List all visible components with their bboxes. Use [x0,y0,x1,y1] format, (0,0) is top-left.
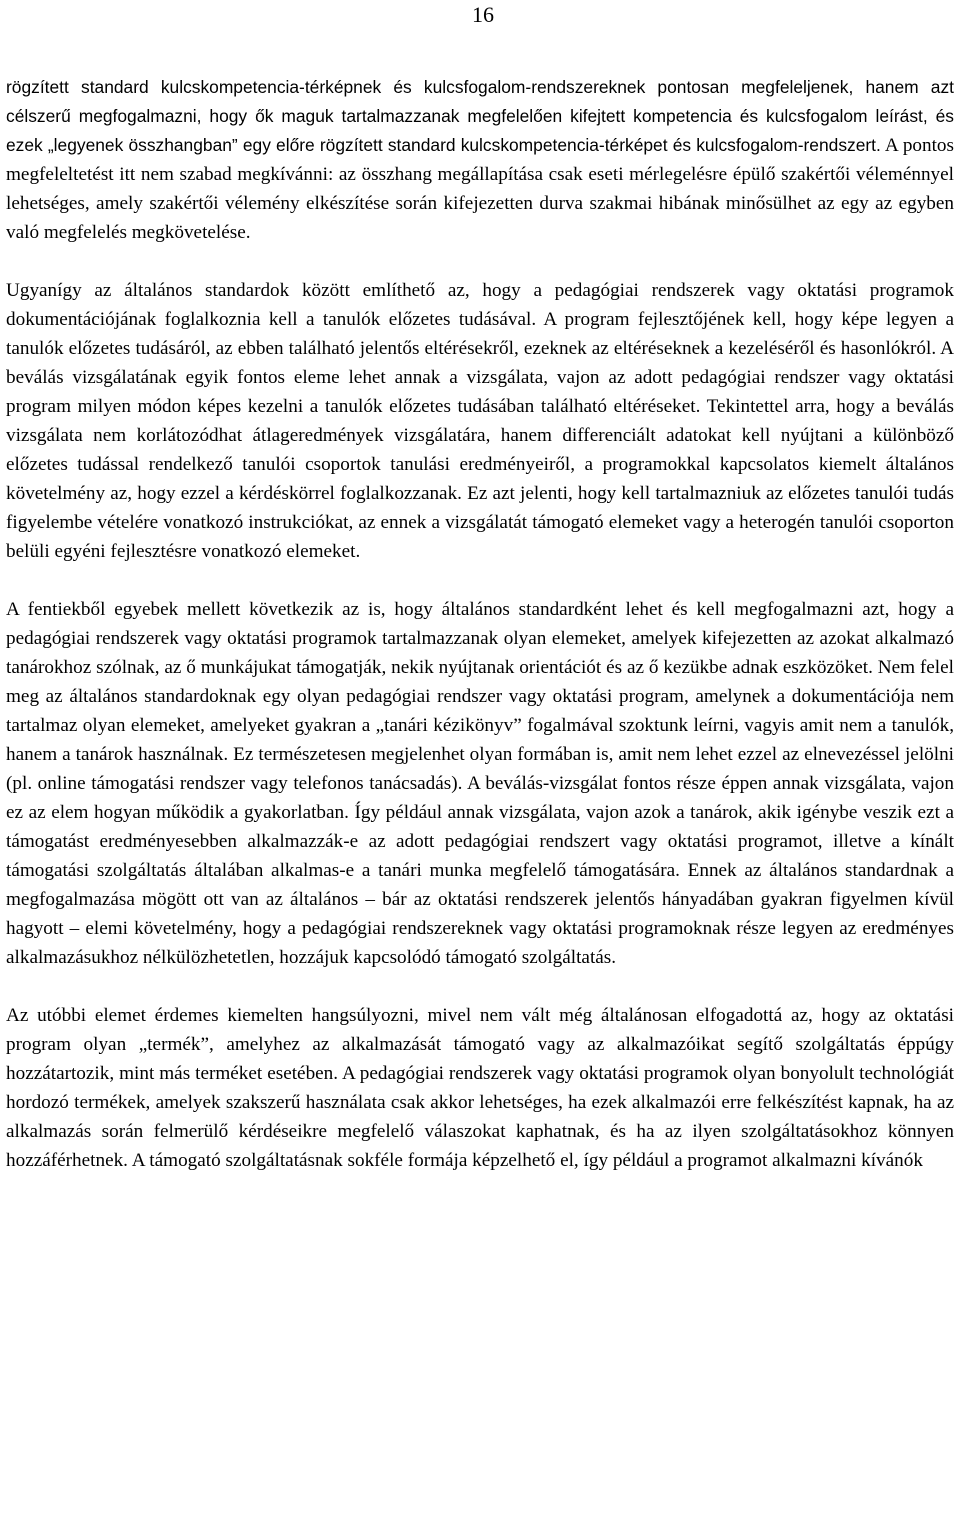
page-number: 16 [472,2,494,27]
paragraph-1-serif-text: A pontos megfeleltetést itt nem szabad megkívánni: az összhang megállapítása csak eseti mérlegelésre épülő szakértői véleménnyel lehetséges, amely szakértői vélemény elkészítése során kifejezetten durva szakmai hibának minősülhet az egy az egyben való megfelelés megkövetelése. [6,135,954,243]
body-text [6,73,954,1204]
paragraph-1-sans-text: rögzített standard kulcskompetencia-térképnek és kulcsfogalom-rendszereknek pontosan megfeleljenek, hanem azt célszerű megfogalmazni, hogy ők maguk tartalmazzanak megfelelően kifejtett kompetencia és kulcsfogalom leírást, és ezek „legyenek összhangban” egy előre rögzített standard kulcskompetencia-térképet és kulcsfogalom-rendszert. [6,77,954,155]
paragraph-2: Ugyanígy az általános standardok között említhető az, hogy a pedagógiai rendszerek vagy oktatási programok dokumentációjának foglalkoznia kell a tanulók előzetes tudásával. A program fejlesztőjének kell, hogy képe legyen a tanulók előzetes tudásáról, az ebben található jelentős eltérésekről, ezeknek az eltéréseknek a kezeléséről és hasonlókról. A beválás vizsgálatának egyik fontos eleme lehet annak a vizsgálata, vajon az adott pedagógiai rendszer vagy oktatási program milyen módon képes kezelni a tanulók előzetes tudásában található eltéréseket. Tekintettel arra, hogy a beválás vizsgálata nem korlátozódhat átlageredmények vizsgálatára, hanem differenciált adatokat kell nyújtani a különböző előzetes tudással rendelkező tanulói csoportok tanulási eredményeiről, a programokkal kapcsolatos kiemelt általános követelmény az, hogy ezzel a kérdéskörrel foglalkozzanak. Ez azt jelenti, hogy kell tartalmazniuk az előzetes tanulói tudás figyelembe vételére vonatkozó instrukciókat, az ennek a vizsgálatát támogató elemeket vagy a heterogén tanulói csoporton belüli egyéni fejlesztésre vonatkozó elemeket. [6,280,954,562]
paragraph-4: Az utóbbi elemet érdemes kiemelten hangsúlyozni, mivel nem vált még általánosan elfogadottá az, hogy az oktatási program olyan „termék”, amelyhez az alkalmazását támogató vagy az alkalmazóikat segítő szolgáltatás éppúgy hozzátartozik, mint más terméket esetében. A pedagógiai rendszerek vagy oktatási programok olyan bonyolult technológiát hordozó termékek, amelyek szakszerű használata csak akkor lehetséges, ha ezek alkalmazói erre felkészítést kapnak, ha az alkalmazás során felmerülő kérdéseikre megfelelő válaszokat kaphatnak, és ha az ilyen szolgáltatásokhoz könnyen hozzáférhetnek. A támogató szolgáltatásnak sokféle formája képzelhető el, így például a programot alkalmazni kívánók [6,1005,954,1171]
paragraph-1 [6,73,954,247]
paragraph-3: A fentiekből egyebek mellett következik az is, hogy általános standardként lehet és kell megfogalmazni azt, hogy a pedagógiai rendszerek vagy oktatási programok tartalmazzanak olyan elemeket, amelyek kifejezetten az azokat alkalmazó tanárokhoz szólnak, az ő munkájukat támogatják, nekik nyújtanak orientációt és az ő kezükbe adnak eszközöket. Nem felel meg az általános standardoknak egy olyan pedagógiai rendszer vagy oktatási program, amelynek a dokumentációja nem tartalmaz olyan elemeket, amelyeket gyakran a „tanári kézikönyv” fogalmával szoktunk leírni, vagyis amit nem a tanulók, hanem a tanárok használnak. Ez természetesen megjelenhet olyan formában is, amit nem lehet ezzel az elnevezéssel jelölni (pl. online támogatási rendszer vagy telefonos tanácsadás). A beválás-vizsgálat fontos része éppen annak vizsgálata, vajon ez az elem hogyan működik a gyakorlatban. Így például annak vizsgálata, vajon azok a tanárok, akik igénybe veszik ezt a támogatást eredményesebben alkalmazzák-e az adott pedagógiai rendszert vagy oktatási programot, illetve a kínált támogatási szolgáltatás általában alkalmas-e a tanári munka megfelelő támogatására. Ennek az általános standardnak a megfogalmazása mögött ott van az általános – bár az oktatási rendszerek jelentős hányadában gyakran figyelmen kívül hagyott – elemi követelmény, hogy a pedagógiai rendszereknek vagy oktatási programoknak része legyen az eredményes alkalmazásukhoz nélkülözhetetlen, hozzájuk kapcsolódó támogató szolgáltatás. [6,599,954,968]
